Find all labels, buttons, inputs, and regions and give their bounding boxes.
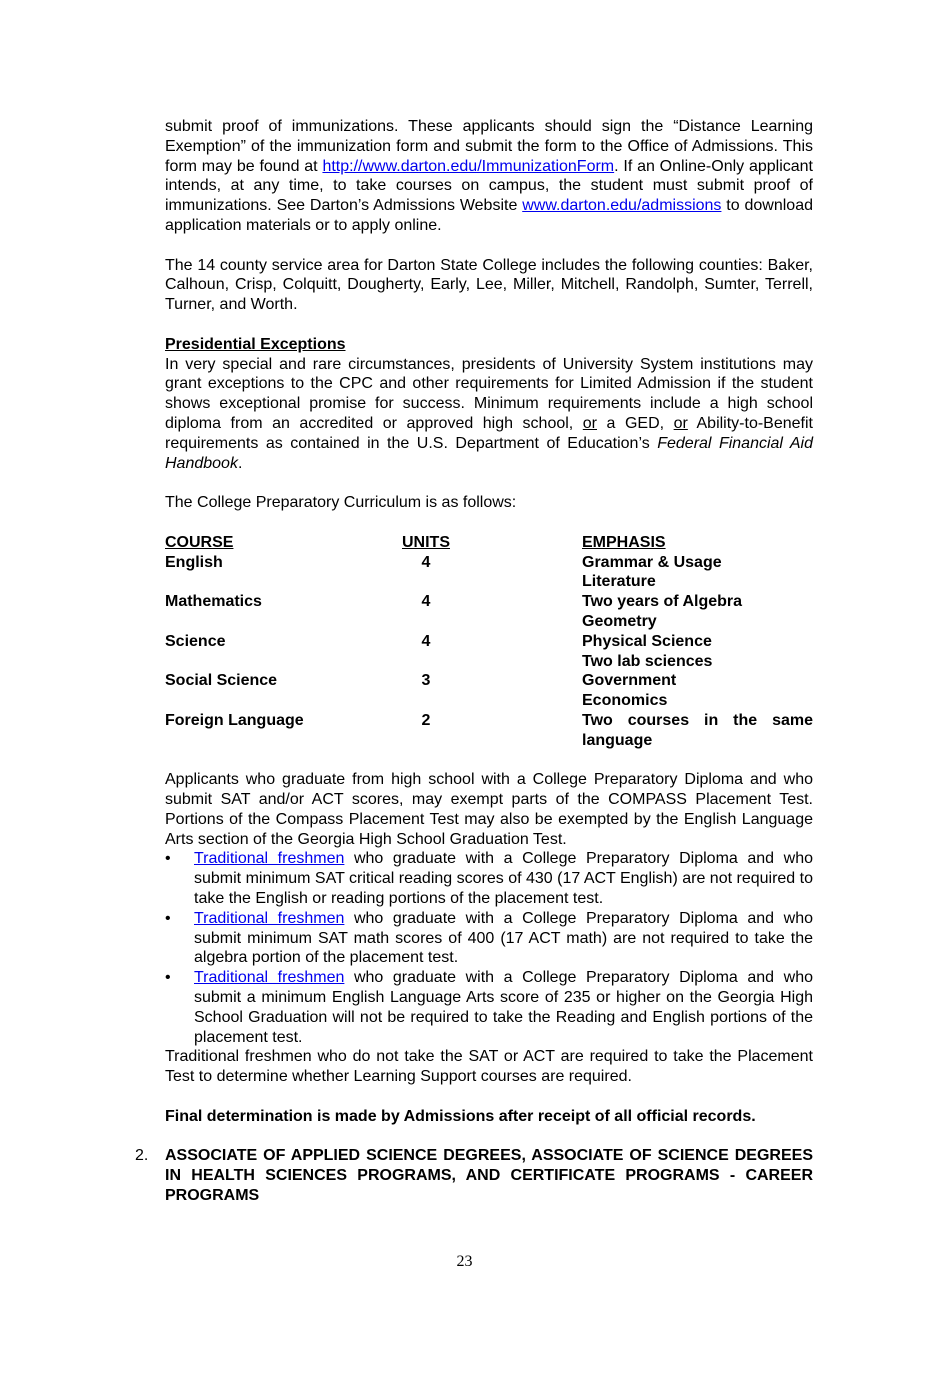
or-underlined-2: or [673, 414, 688, 432]
table-row [165, 632, 813, 672]
presidential-text-4: . [237, 454, 243, 472]
bullet-icon: • [165, 850, 171, 868]
course-cell: Mathematics [165, 593, 262, 611]
course-cell: English [165, 553, 223, 571]
table-row [165, 671, 813, 711]
bullet-text: who graduate with a College Preparatory Diploma and who submit minimum SAT math scores of 400 (17 ACT math) are not required to take the algebra portion of the placement test. [194, 909, 814, 967]
course-header: COURSE [165, 533, 234, 551]
emphasis-cell: Literature [582, 573, 656, 591]
cpc-header-row [165, 533, 813, 553]
service-area-paragraph: The 14 county service area for Darton State College includes the following counties: Baker, Calhoun, Crisp, Colquitt, Dougherty, Early, Lee, Miller, Mitchell, Randolph, Sumter, Terrell, Turner, and Worth. [165, 256, 813, 314]
placement-bullet-list [165, 849, 813, 1047]
traditional-freshmen-link[interactable]: Traditional freshmen [194, 969, 345, 987]
emphasis-cell: Economics [582, 692, 668, 710]
units-cell: 3 [421, 672, 431, 690]
bullet-text: who graduate with a College Preparatory Diploma and who submit a minimum English Language Arts score of 235 or higher on the Georgia High School Graduation will not be required to take the Reading and English portions of the placement test. [194, 969, 814, 1046]
emphasis-cell: Physical Science [582, 632, 712, 650]
admissions-website-link[interactable]: www.darton.edu/admissions [522, 197, 722, 215]
traditional-freshmen-link[interactable]: Traditional freshmen [194, 850, 345, 868]
immunization-text-1: submit proof of immunizations. These applicants should sign the “Distance Learning Exemption” of the immunization form and submit the form to the Office of Admissions. This form may be found at [165, 118, 813, 175]
page-number: 23 [456, 1253, 473, 1270]
or-underlined-1: or [582, 414, 598, 432]
compass-paragraph: Applicants who graduate from high school with a College Preparatory Diploma and who submit SAT and/or ACT scores, may exempt parts of the COMPASS Placement Test. Portions of the Compass Placement Test may also be exempted by the English Language Arts section of the Georgia High School Graduation Test. [165, 771, 813, 848]
presidential-text-1: In very special and rare circumstances, presidents of University System institutions may grant exceptions to the CPC and other requirements for Limited Admission if the student shows exceptional promise for success. Minimum requirements include a high school diploma from an accredited or approved high school, [165, 355, 813, 432]
emphasis-cell: Two lab sciences [582, 652, 713, 670]
traditional-freshmen-link[interactable]: Traditional freshmen [194, 909, 345, 927]
presidential-exceptions-paragraph [165, 355, 813, 474]
section-2-title: ASSOCIATE OF APPLIED SCIENCE DEGREES, ASSOCIATE OF SCIENCE DEGREES IN HEALTH SCIENCES PROGRAMS, AND CERTIFICATE PROGRAMS - CAREER PROGRAMS [165, 1147, 813, 1205]
bullet-icon: • [165, 909, 171, 927]
course-cell: Social Science [165, 672, 278, 690]
immunization-paragraph [165, 117, 813, 236]
course-cell: Foreign Language [165, 711, 304, 729]
units-header: UNITS [402, 533, 450, 551]
presidential-text-3: Ability-to-Benefit requirements as contained in the U.S. Department of Education’s [165, 414, 813, 452]
immunization-text-3: to download application materials or to apply online. [165, 197, 814, 234]
immunization-form-link[interactable]: http://www.darton.edu/ImmunizationForm [322, 157, 615, 175]
section-number: 2. [135, 1147, 149, 1165]
list-item [165, 849, 813, 908]
units-cell: 4 [421, 593, 431, 611]
emphasis-cell: Two courses in the same language [582, 711, 813, 749]
emphasis-cell: Government [582, 672, 677, 690]
table-row [165, 592, 813, 632]
emphasis-cell: Two years of Algebra [582, 593, 743, 611]
no-sat-paragraph: Traditional freshmen who do not take the SAT or ACT are required to take the Placement Test to determine whether Learning Support courses are required. [165, 1048, 813, 1086]
handbook-title: Federal Financial Aid Handbook [165, 434, 814, 472]
course-cell: Science [165, 632, 226, 650]
bullet-icon: • [165, 969, 171, 987]
cpc-intro: The College Preparatory Curriculum is as follows: [165, 494, 517, 512]
table-row [165, 711, 813, 751]
emphasis-header: EMPHASIS [582, 533, 666, 551]
presidential-text-2: a GED, [597, 414, 674, 432]
list-item [165, 968, 813, 1047]
bullet-text: who graduate with a College Preparatory Diploma and who submit minimum SAT critical reading scores of 430 (17 ACT English) are not required to take the English or reading portions of the placement test. [194, 850, 814, 908]
table-row [165, 553, 813, 593]
cpc-table [165, 533, 813, 751]
immunization-text-2: . If an Online-Only applicant intends, at any time, to take courses on campus, the student must submit proof of immunizations. See Darton’s Admissions Website [165, 157, 813, 215]
final-determination: Final determination is made by Admissions after receipt of all official records. [165, 1107, 756, 1125]
section-2-heading [135, 1146, 813, 1205]
presidential-exceptions-heading: Presidential Exceptions [165, 335, 346, 353]
emphasis-cell: Geometry [582, 612, 657, 630]
units-cell: 4 [421, 632, 431, 650]
units-cell: 2 [421, 711, 431, 729]
page-content [135, 117, 814, 1206]
units-cell: 4 [421, 553, 431, 571]
emphasis-cell: Grammar & Usage [582, 553, 722, 571]
list-item [165, 909, 813, 968]
